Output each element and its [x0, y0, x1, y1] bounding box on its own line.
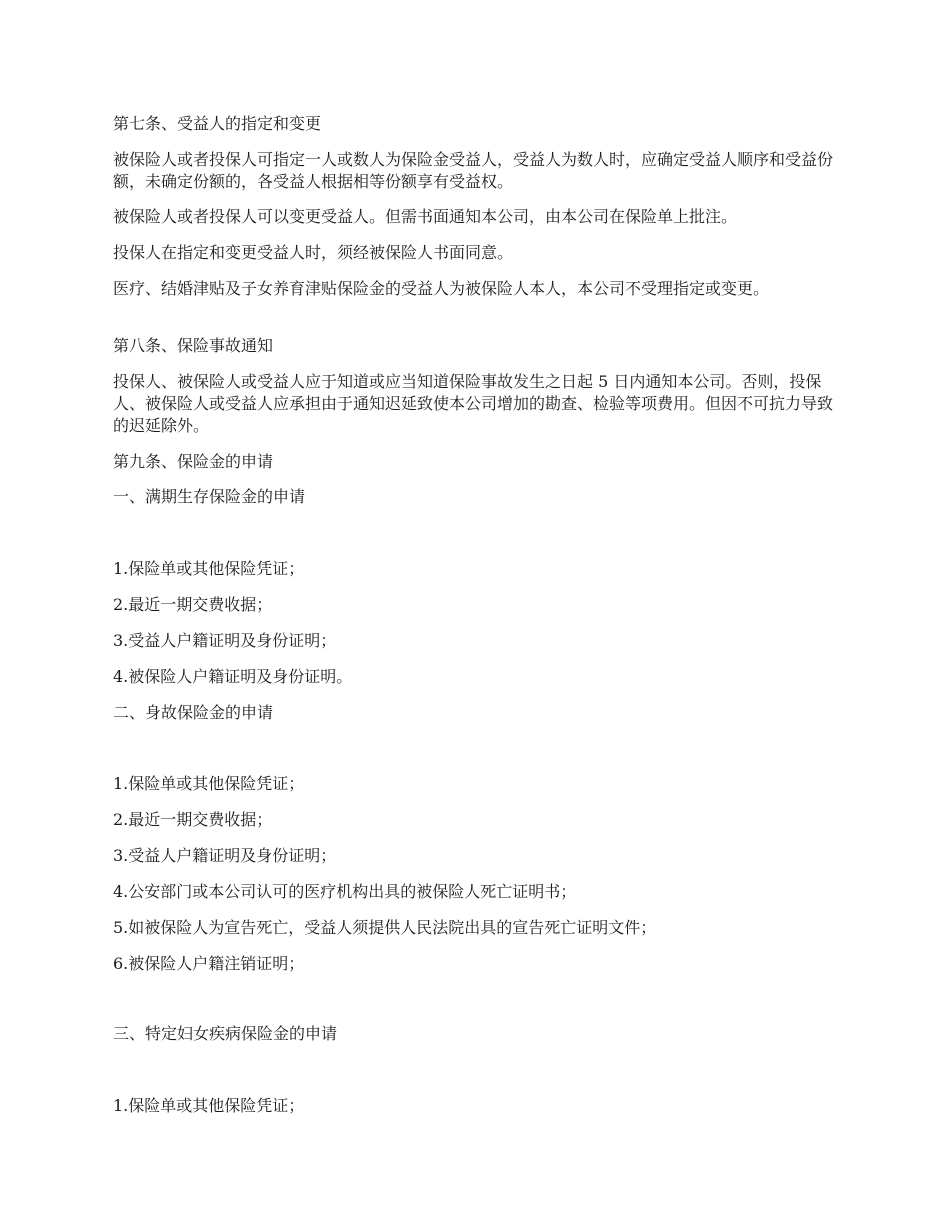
article-7-paragraph-2: 被保险人或者投保人可以变更受益人。但需书面通知本公司，由本公司在保险单上批注。 [113, 207, 738, 226]
section-2-item: 4.公安部门或本公司认可的医疗机构出具的被保险人死亡证明书； [113, 882, 577, 901]
section-1-item: 3.受益人户籍证明及身份证明； [113, 631, 337, 650]
section-3-heading: 三、特定妇女疾病保险金的申请 [113, 1024, 338, 1043]
section-3-item: 1.保险单或其他保险凭证； [113, 1096, 305, 1115]
section-2-item: 2.最近一期交费收据； [113, 810, 273, 829]
article-9-heading: 第九条、保险金的申请 [113, 452, 274, 471]
section-1-item: 2.最近一期交费收据； [113, 595, 273, 614]
article-7-paragraph-3: 投保人在指定和变更受益人时，须经被保险人书面同意。 [113, 243, 514, 262]
article-7-heading: 第七条、受益人的指定和变更 [113, 114, 322, 133]
section-2-heading: 二、身故保险金的申请 [113, 703, 274, 722]
section-2-item: 6.被保险人户籍注销证明； [113, 954, 305, 973]
article-7-paragraph-4: 医疗、结婚津贴及子女养育津贴保险金的受益人为被保险人本人，本公司不受理指定或变更。 [113, 279, 770, 298]
section-1-heading: 一、满期生存保险金的申请 [113, 487, 306, 506]
section-1-item: 4.被保险人户籍证明及身份证明。 [113, 667, 353, 686]
section-2-item: 5.如被保险人为宣告死亡，受益人须提供人民法院出具的宣告死亡证明文件； [113, 918, 657, 937]
article-8-heading: 第八条、保险事故通知 [113, 336, 274, 355]
section-2-item: 3.受益人户籍证明及身份证明； [113, 846, 337, 865]
article-8-paragraph-1: 投保人、被保险人或受益人应于知道或应当知道保险事故发生之日起 5 日内通知本公司。否则，投保人、被保险人或受益人应承担由于通知迟延致使本公司增加的勘查、检验等项费用。但因不可抗力导致的迟延除外。 [113, 372, 834, 435]
section-1-item: 1.保险单或其他保险凭证； [113, 559, 305, 578]
section-2-item: 1.保险单或其他保险凭证； [113, 774, 305, 793]
article-7-paragraph-1: 被保险人或者投保人可指定一人或数人为保险金受益人，受益人为数人时，应确定受益人顺序和受益份额，未确定份额的，各受益人根据相等份额享有受益权。 [113, 150, 834, 191]
